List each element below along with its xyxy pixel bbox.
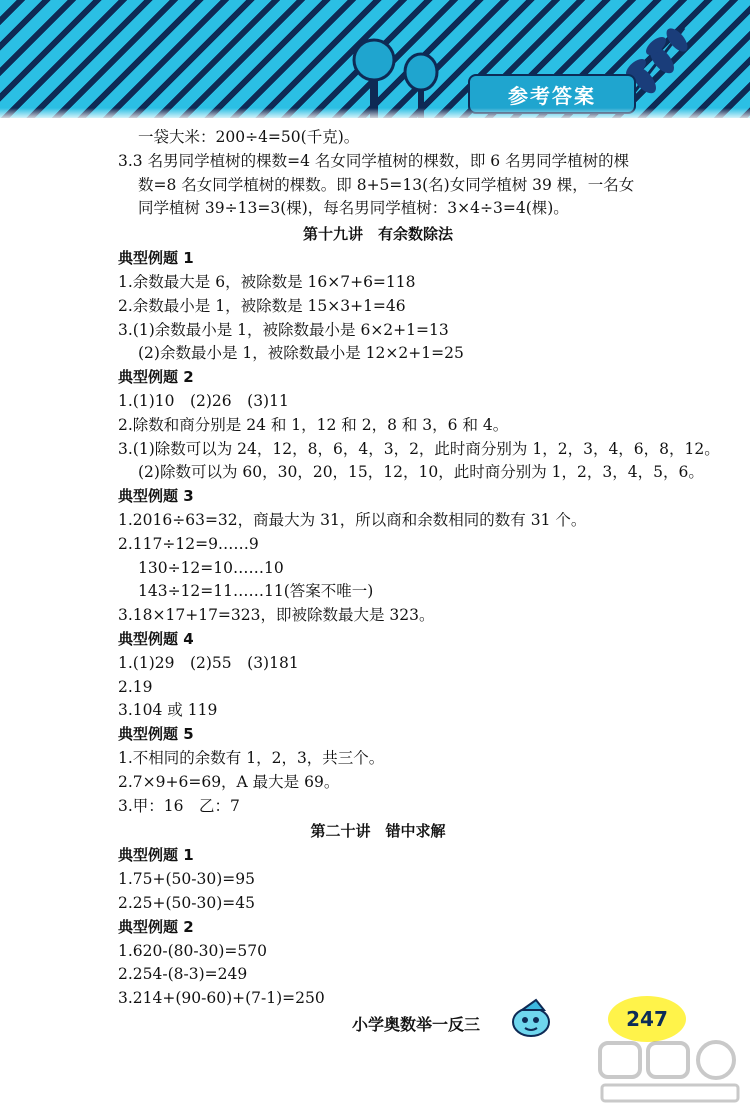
answer-line: 2.除数和商分别是 24 和 1，12 和 2，8 和 3，6 和 4。	[118, 415, 509, 434]
mascot-icon	[508, 996, 554, 1042]
answer-line: 数=8 名女同学植树的棵数。即 8+5=13(名)女同学植树 39 棵，一名女	[138, 175, 635, 194]
example-heading: 典型例题 2	[118, 917, 194, 936]
answer-line: 3.18×17+17=323，即被除数最大是 323。	[118, 606, 435, 625]
answer-line: 3.甲：16 乙：7	[118, 796, 240, 815]
answer-line: 3.3 名男同学植树的棵数=4 名女同学植树的棵数，即 6 名男同学植树的棵	[118, 151, 630, 170]
answer-line: 1.620-(80-30)=570	[118, 941, 267, 960]
example-heading: 典型例题 1	[118, 249, 194, 268]
page-number-badge	[608, 996, 686, 1042]
answer-line: 3.(1)余数最小是 1，被除数最小是 6×2+1=13	[118, 320, 449, 339]
banner-fade	[0, 108, 750, 118]
answer-line: 同学植树 39÷13=3(棵)，每名男同学植树：3×4÷3=4(棵)。	[138, 199, 569, 218]
chapter-title: 第二十讲 错中求解	[310, 822, 446, 841]
book-title: 小学奥数举一反三	[352, 1015, 481, 1034]
answer-line: 2.7×9+6=69，A 最大是 69。	[118, 772, 340, 791]
answer-line: 3.(1)除数可以为 24，12，8，6，4，3，2，此时商分别为 1，2，3，4，6，8，12。	[118, 439, 720, 458]
example-heading: 典型例题 4	[118, 629, 194, 648]
answer-line: (2)除数可以为 60，30，20，15，12，10，此时商分别为 1，2，3，4，5，6。	[138, 463, 704, 482]
answer-line: 2.19	[118, 677, 153, 696]
answer-line: 3.104 或 119	[118, 701, 218, 720]
example-heading: 典型例题 5	[118, 725, 194, 744]
header-banner	[0, 0, 750, 118]
answer-line: 143÷12=11……11(答案不唯一)	[138, 582, 374, 601]
page-number: 247	[626, 1007, 668, 1031]
answer-line: 1.不相同的余数有 1，2，3，共三个。	[118, 748, 385, 767]
answer-line: 2.25+(50-30)=45	[118, 893, 255, 912]
answer-line: 2.余数最小是 1，被除数是 15×3+1=46	[118, 296, 406, 315]
answer-line: (2)余数最小是 1，被除数最小是 12×2+1=25	[138, 344, 464, 363]
example-heading: 典型例题 3	[118, 487, 194, 506]
answer-line: 1.(1)29 (2)55 (3)181	[118, 653, 299, 672]
example-heading: 典型例题 1	[118, 846, 194, 865]
answer-line: 1.余数最大是 6，被除数是 16×7+6=118	[118, 272, 416, 291]
tree-icon	[352, 38, 442, 118]
example-heading: 典型例题 2	[118, 368, 194, 387]
answer-content	[118, 126, 718, 1011]
answer-section-label: 参考答案	[508, 83, 596, 108]
answer-line: 一袋大米：200÷4=50(千克)。	[138, 128, 360, 146]
watermark-logo	[594, 1037, 744, 1107]
answer-line: 1.75+(50-30)=95	[118, 870, 255, 889]
chapter-title: 第十九讲 有余数除法	[302, 225, 453, 244]
answer-line: 130÷12=10……10	[138, 558, 284, 577]
answer-line: 2.254-(8-3)=249	[118, 965, 248, 984]
answer-line: 1.2016÷63=32，商最大为 31，所以商和余数相同的数有 31 个。	[118, 510, 587, 529]
answer-line: 2.117÷12=9……9	[118, 534, 259, 553]
answer-line: 3.214+(90-60)+(7-1)=250	[118, 989, 325, 1008]
answer-line: 1.(1)10 (2)26 (3)11	[118, 391, 289, 410]
